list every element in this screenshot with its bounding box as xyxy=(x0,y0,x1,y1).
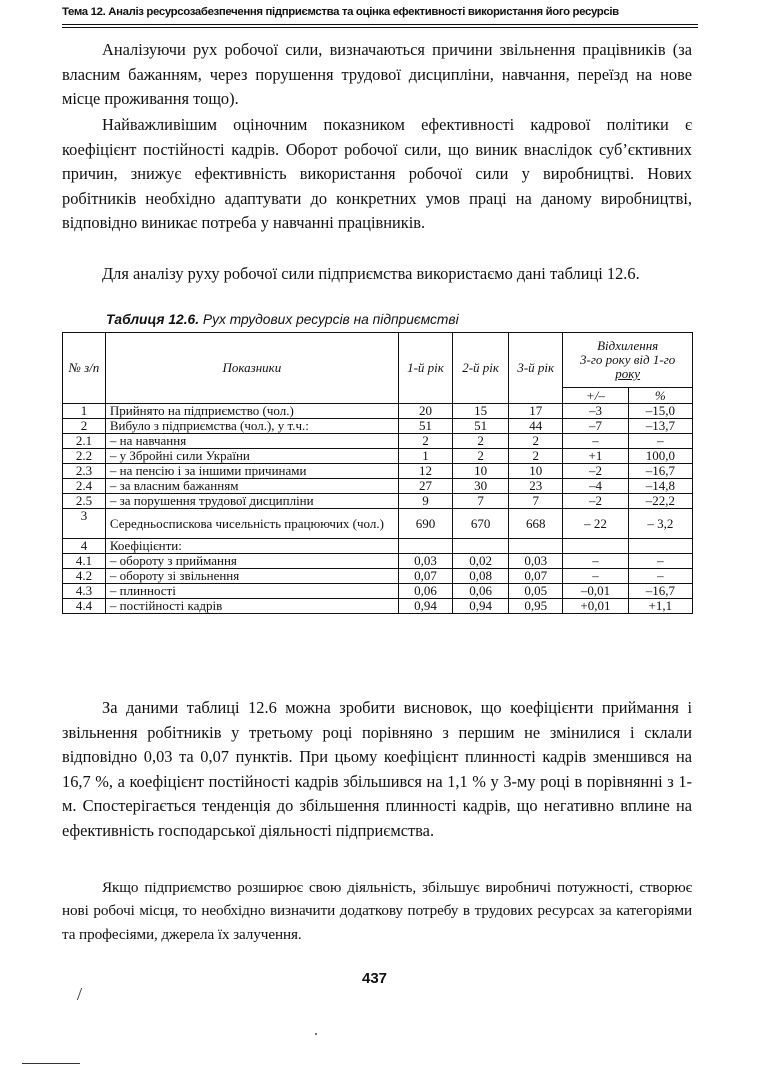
cell-pct: – xyxy=(628,569,692,584)
cell-y1: 12 xyxy=(398,464,452,479)
cell-y1: 0,03 xyxy=(398,554,452,569)
cell-y1: 27 xyxy=(398,479,452,494)
header-indicator: Показники xyxy=(105,333,398,404)
cell-name: Вибуло з підприємства (чол.), у т.ч.: xyxy=(105,419,398,434)
table-caption xyxy=(106,312,459,327)
cell-abs: – xyxy=(563,569,628,584)
cell-num: 2.1 xyxy=(63,434,106,449)
cell-y2: 0,02 xyxy=(453,554,509,569)
header-year2: 2-й рік xyxy=(453,333,509,404)
cell-pct: – 3,2 xyxy=(628,509,692,539)
header-deviation xyxy=(563,333,693,388)
table-row xyxy=(63,539,693,554)
footer-line xyxy=(22,1063,80,1064)
table-row xyxy=(63,584,693,599)
cell-pct xyxy=(628,539,692,554)
table-row xyxy=(63,464,693,479)
header-abs: +/– xyxy=(563,388,628,404)
cell-num: 2.2 xyxy=(63,449,106,464)
table-row xyxy=(63,494,693,509)
cell-y2: 0,08 xyxy=(453,569,509,584)
cell-y2: 0,06 xyxy=(453,584,509,599)
page-number: 437 xyxy=(362,970,388,987)
cell-name: – постійності кадрів xyxy=(105,599,398,614)
cell-name: Прийнято на підприємство (чол.) xyxy=(105,404,398,419)
table-caption-label: Таблиця 12.6. xyxy=(106,312,200,327)
cell-y1: 0,06 xyxy=(398,584,452,599)
header-year1: 1-й рік xyxy=(398,333,452,404)
table-row xyxy=(63,554,693,569)
cell-pct: –13,7 xyxy=(628,419,692,434)
paragraph-5: Якщо підприємство розширює свою діяльність, збільшує виробничі потужності, створює нові робочі місця, то необхідно визначити додаткову потребу в трудових ресурсах за категоріями та професіями, джерела їх залучення. xyxy=(62,879,692,943)
cell-y1: 20 xyxy=(398,404,452,419)
header-pct: % xyxy=(628,388,692,404)
cell-num: 2.4 xyxy=(63,479,106,494)
paragraph-2: Найважливішим оціночним показником ефективності кадрової політики є коефіцієнт постійності кадрів. Оборот робочої сили, що виник внаслідок суб’єктивних причин, знижує ефективність використання робочої сили у виробництві. Нових робітників необхідно адаптувати до конкретних умов праці на даному виробництві, відповідно виникає потреба у навчанні працівників. xyxy=(62,115,692,233)
cell-name: – у Збройні сили України xyxy=(105,449,398,464)
cell-y3: 10 xyxy=(509,464,563,479)
cell-y2: 2 xyxy=(453,434,509,449)
cell-y2: 7 xyxy=(453,494,509,509)
cell-name: – за порушення трудової дисципліни xyxy=(105,494,398,509)
cell-name: – на пенсію і за іншими причинами xyxy=(105,464,398,479)
cell-y1: 690 xyxy=(398,509,452,539)
cell-pct: – xyxy=(628,554,692,569)
table-row xyxy=(63,449,693,464)
cell-num: 2.3 xyxy=(63,464,106,479)
cell-pct: –16,7 xyxy=(628,464,692,479)
cell-y2: 0,94 xyxy=(453,599,509,614)
cell-y1 xyxy=(398,539,452,554)
cell-name: – обороту зі звільнення xyxy=(105,569,398,584)
running-header: Тема 12. Аналіз ресурсозабезпечення підприємства та оцінка ефективності використання його ресурсів xyxy=(62,6,619,18)
table-row xyxy=(63,509,693,539)
cell-y1: 0,94 xyxy=(398,599,452,614)
cell-abs: –2 xyxy=(563,494,628,509)
cell-abs: –4 xyxy=(563,479,628,494)
cell-pct: –16,7 xyxy=(628,584,692,599)
cell-pct: 100,0 xyxy=(628,449,692,464)
cell-y3: 2 xyxy=(509,434,563,449)
cell-num: 4 xyxy=(63,539,106,554)
header-deviation-line1: Відхилення xyxy=(597,338,659,353)
cell-y2: 15 xyxy=(453,404,509,419)
speck xyxy=(315,1033,317,1035)
cell-y2: 30 xyxy=(453,479,509,494)
paragraph-1: Аналізуючи рух робочої сили, визначаються причини звільнення працівників (за власним бажанням, через порушення трудової дисципліни, навчання, переїзд на нове місце проживання тощо). xyxy=(62,40,692,109)
header-year3: 3-й рік xyxy=(509,333,563,404)
cell-name: Середньоспискова чисельність працюючих (чол.) xyxy=(105,509,398,539)
cell-abs: +1 xyxy=(563,449,628,464)
table-row xyxy=(63,404,693,419)
cell-abs: –0,01 xyxy=(563,584,628,599)
cell-pct: –14,8 xyxy=(628,479,692,494)
cell-pct: –15,0 xyxy=(628,404,692,419)
cell-name: – обороту з приймання xyxy=(105,554,398,569)
cell-y1: 1 xyxy=(398,449,452,464)
cell-pct: +1,1 xyxy=(628,599,692,614)
paragraph-3: Для аналізу руху робочої сили підприємства використаємо дані таблиці 12.6. xyxy=(102,264,640,283)
cell-pct: – xyxy=(628,434,692,449)
cell-num: 3 xyxy=(63,509,106,539)
table-row xyxy=(63,434,693,449)
cell-num: 4.3 xyxy=(63,584,106,599)
header-deviation-line3: року xyxy=(615,366,641,381)
cell-num: 2 xyxy=(63,419,106,434)
cell-y1: 0,07 xyxy=(398,569,452,584)
cell-num: 1 xyxy=(63,404,106,419)
cell-y2: 51 xyxy=(453,419,509,434)
cell-y2 xyxy=(453,539,509,554)
cell-abs: –2 xyxy=(563,464,628,479)
cell-num: 4.2 xyxy=(63,569,106,584)
cell-y3: 7 xyxy=(509,494,563,509)
cell-y3: 0,07 xyxy=(509,569,563,584)
cell-abs xyxy=(563,539,628,554)
table-row xyxy=(63,419,693,434)
cell-y3: 0,03 xyxy=(509,554,563,569)
cell-y3 xyxy=(509,539,563,554)
table-row xyxy=(63,479,693,494)
table-row xyxy=(63,599,693,614)
cell-y3: 0,05 xyxy=(509,584,563,599)
cell-abs: –3 xyxy=(563,404,628,419)
cell-abs: – xyxy=(563,554,628,569)
cell-abs: +0,01 xyxy=(563,599,628,614)
cell-name: – на навчання xyxy=(105,434,398,449)
cell-y1: 51 xyxy=(398,419,452,434)
cell-num: 2.5 xyxy=(63,494,106,509)
cell-y1: 2 xyxy=(398,434,452,449)
labor-movement-table xyxy=(62,332,693,614)
cell-num: 4.4 xyxy=(63,599,106,614)
cell-name: – плинності xyxy=(105,584,398,599)
cell-y3: 17 xyxy=(509,404,563,419)
cell-pct: –22,2 xyxy=(628,494,692,509)
cell-y3: 23 xyxy=(509,479,563,494)
cell-y3: 2 xyxy=(509,449,563,464)
header-rule-thin xyxy=(62,27,698,28)
pen-mark xyxy=(77,988,86,1000)
cell-num: 4.1 xyxy=(63,554,106,569)
cell-name: – за власним бажанням xyxy=(105,479,398,494)
cell-y2: 10 xyxy=(453,464,509,479)
cell-y3: 44 xyxy=(509,419,563,434)
cell-y3: 0,95 xyxy=(509,599,563,614)
cell-abs: – 22 xyxy=(563,509,628,539)
paragraph-4: За даними таблиці 12.6 можна зробити висновок, що коефіцієнти приймання і звільнення робітників у третьому році порівняно з першим не змінилися і склали відповідно 0,03 та 0,07 пунктів. При цьому коефіцієнт плинності кадрів зменшився на 16,7 %, а коефіцієнт постійності кадрів збільшився на 1,1 % у 3-му році в порівнянні з 1-м. Спостерігається тенденція до збільшення плинності кадрів, що негативно вплине на ефективність господарської діяльності підприємства. xyxy=(62,698,692,840)
header-rule xyxy=(62,24,698,25)
cell-abs: – xyxy=(563,434,628,449)
cell-name: Коефіцієнти: xyxy=(105,539,398,554)
header-num: № з/п xyxy=(63,333,106,404)
cell-y3: 668 xyxy=(509,509,563,539)
cell-y2: 2 xyxy=(453,449,509,464)
cell-y2: 670 xyxy=(453,509,509,539)
cell-y1: 9 xyxy=(398,494,452,509)
cell-abs: –7 xyxy=(563,419,628,434)
table-row xyxy=(63,569,693,584)
table-caption-text: Рух трудових ресурсів на підприємстві xyxy=(202,312,459,327)
header-deviation-line2: 3-го року від 1-го xyxy=(580,352,676,367)
